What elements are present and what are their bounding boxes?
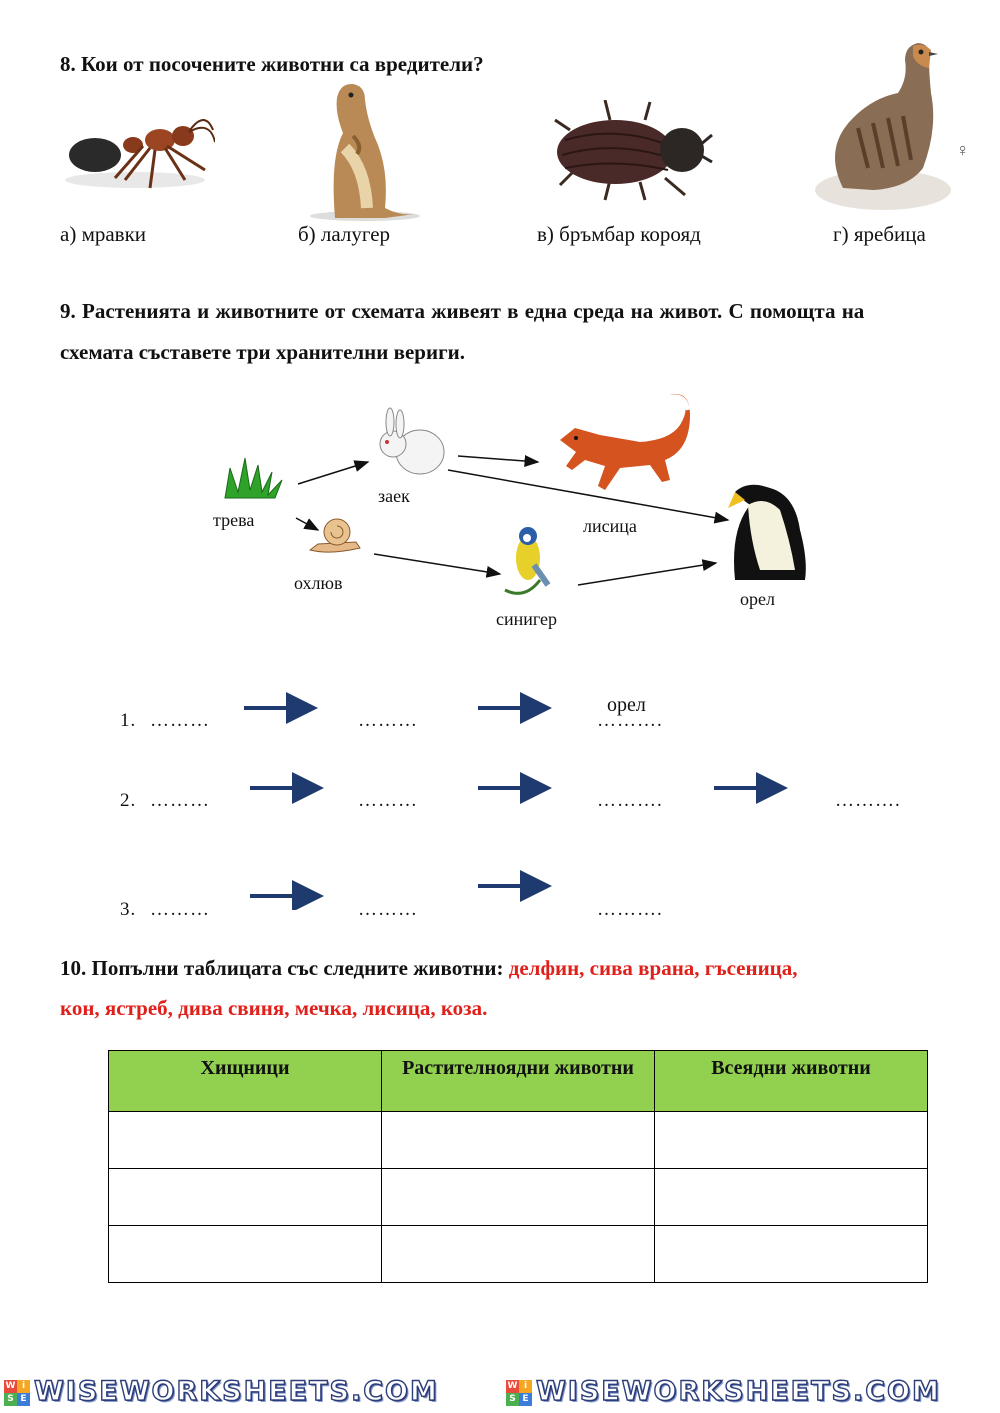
- question-9-title-line2: схемата съставете три хранителни вериги.: [60, 340, 465, 364]
- question-10-animals-line2: кон, ястреб, дива свиня, мечка, лисица, коза.: [60, 996, 488, 1020]
- chain-2-slot-1[interactable]: ………: [150, 790, 210, 811]
- animals-table: [108, 1050, 928, 1283]
- option-d-partridge: г) яребица: [833, 222, 926, 246]
- table-row: [109, 1226, 928, 1283]
- bark-beetle-image: [550, 100, 715, 205]
- option-a-ants: а) мравки: [60, 222, 147, 246]
- table-row: [109, 1169, 928, 1226]
- chain-1-slot-1[interactable]: ………: [150, 710, 210, 731]
- eagle-icon: [728, 485, 806, 580]
- table-cell[interactable]: [109, 1226, 382, 1283]
- grass-icon: [225, 458, 282, 498]
- chain-1-hint-eagle: орел: [607, 694, 646, 716]
- question-10-instruction: 10. Попълни таблицата със следните животни:: [60, 956, 509, 980]
- table-cell[interactable]: [109, 1169, 382, 1226]
- header-herbivores: Растителноядни животни: [382, 1051, 655, 1112]
- label-rabbit: заек: [378, 486, 410, 506]
- footer-branding: [0, 1378, 1000, 1408]
- question-9-title-line1: 9. Растенията и животните от схемата живеят в една среда на живот. С помощта на: [60, 299, 865, 323]
- chain-2-number: 2.: [120, 790, 137, 811]
- label-snail: охлюв: [294, 573, 343, 593]
- brand-logo-icon: W i S E: [4, 1380, 30, 1406]
- ground-squirrel-image: [305, 78, 420, 223]
- question-10-title: [60, 956, 798, 981]
- header-predators: Хищници: [109, 1051, 382, 1112]
- rabbit-icon: [380, 408, 444, 474]
- chain-3-slot-2[interactable]: ………: [358, 899, 418, 920]
- label-grass: трева: [213, 510, 255, 530]
- chain-1-slot-2[interactable]: ………: [358, 710, 418, 731]
- chain-1-slot-3[interactable]: ……….: [597, 710, 663, 731]
- option-c-bark-beetle: в) бръмбар корояд: [537, 222, 701, 246]
- female-symbol: ♀: [956, 140, 970, 160]
- table-cell[interactable]: [382, 1112, 655, 1169]
- table-cell[interactable]: [655, 1226, 928, 1283]
- table-cell[interactable]: [382, 1226, 655, 1283]
- header-omnivores: Всеядни животни: [655, 1051, 928, 1112]
- table-row: [109, 1112, 928, 1169]
- table-cell[interactable]: [655, 1169, 928, 1226]
- chain-1-number: 1.: [120, 710, 137, 731]
- ant-image: [55, 100, 215, 200]
- chain-2-slot-3[interactable]: ……….: [597, 790, 663, 811]
- table-cell[interactable]: [655, 1112, 928, 1169]
- label-tit: синигер: [496, 609, 558, 629]
- tit-bird-icon: [505, 527, 548, 593]
- fox-icon: [560, 394, 690, 490]
- brand-logo-icon: W i S E: [506, 1380, 532, 1406]
- food-web-diagram: [0, 380, 1000, 640]
- chain-2-slot-2[interactable]: ………: [358, 790, 418, 811]
- brand-text-2: WISEWORKSHEETS.COM: [536, 1376, 941, 1407]
- chain-3-slot-1[interactable]: ………: [150, 899, 210, 920]
- brand-text: WISEWORKSHEETS.COM: [34, 1376, 439, 1407]
- question-8-title: 8. Кои от посочените животни са вредители?: [60, 52, 484, 76]
- option-b-ground-squirrel: б) лалугер: [298, 222, 391, 246]
- chain-3-slot-3[interactable]: ……….: [597, 899, 663, 920]
- table-cell[interactable]: [109, 1112, 382, 1169]
- question-10-animals-line1: делфин, сива врана, гъсеница,: [508, 956, 798, 980]
- chain-2-slot-4[interactable]: ……….: [835, 790, 901, 811]
- table-cell[interactable]: [382, 1169, 655, 1226]
- partridge-image: [813, 38, 958, 213]
- snail-icon: [310, 519, 360, 552]
- label-fox: лисица: [583, 516, 637, 536]
- chain-3-number: 3.: [120, 899, 137, 920]
- label-eagle: орел: [740, 589, 775, 609]
